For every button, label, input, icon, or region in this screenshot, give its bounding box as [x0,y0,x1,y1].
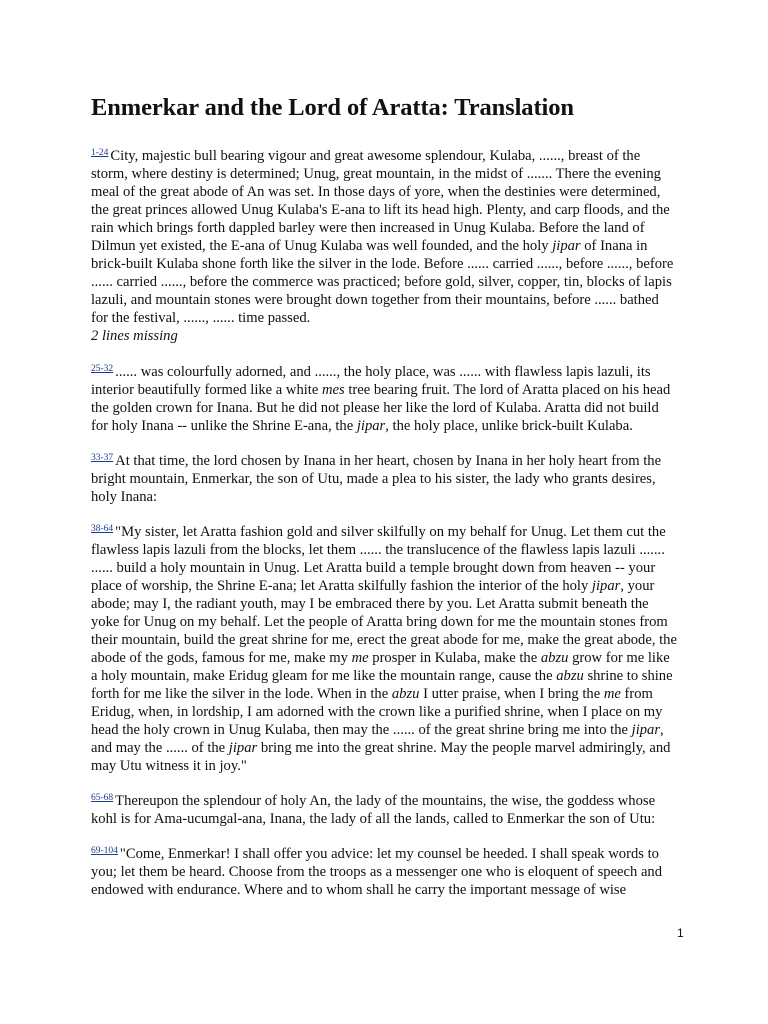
text-run: "Come, Enmerkar! I shall offer you advice: let my counsel be heeded. I shall speak words to you; let them be heard. Choose from the troops as a messenger one who is eloquent of speech and endowed with endurance. Where and to whom shall he carry the important message of wise [91,846,663,898]
text-run: of Inana in brick-built Kulaba shone forth like the silver in the lode. Before ...... carried ......, before ......, before ...... carried ......, before the commerce was practiced; before gold, silver, copper, tin, blocks of lapis lazuli, and mountain stones were brought down together from their mountains, before ...... bathed for the festival, ......, ...... time passed. [91,238,674,326]
paragraph-69-104 [91,845,677,899]
text-run: , your abode; may I, the radiant youth, may I be embraced there by you. Let Aratta submit beneath the yoke for Unug on my behalf. Let the people of Aratta bring down for me the mountain stones from their mountain, build the great shrine for me, erect the great abode for me, make the great abode, the abode of the gods, famous for me, make my [91,578,677,666]
text-run: from Eridug, when, in lordship, I am adorned with the crown like a purified shrine, when I place on my head the holy crown in Unug Kulaba, then may the ...... of the great shrine bring me into the [91,686,663,738]
text-run: I utter praise, when I bring the [419,686,604,702]
paragraph-25-32 [91,363,677,435]
italic-term: abzu [556,668,584,684]
document-page [91,92,677,916]
italic-term: mes [322,382,345,398]
page-number: 1 [677,926,684,940]
text-run: , and may the ...... of the [91,722,664,756]
italic-term: jipar [228,740,258,756]
text-run: Thereupon the splendour of holy An, the lady of the mountains, the wise, the goddess whose kohl is for Ama-ucumgal-ana, Inana, the lady of all the lands, called to Enmerkar the son of Utu: [91,793,656,827]
italic-term: jipar [591,578,621,594]
italic-term: jipar [552,238,581,254]
italic-term: jipar [356,418,386,434]
text-run: grow for me like a holy mountain, make Eridug gleam for me like the mountain range, cause the [91,650,670,684]
text-run: At that time, the lord chosen by Inana in her heart, chosen by Inana in her holy heart from the bright mountain, Enmerkar, the son of Utu, made a plea to his sister, the lady who grants desires, holy Inana: [91,453,662,505]
text-run: ...... was colourfully adorned, and ......, the holy place, was ...... with flawless lapis lazuli, its interior beautifully formed like a white [91,364,651,398]
page-title: Enmerkar and the Lord of Aratta: Translation [91,94,574,121]
text-run: , the holy place, unlike brick-built Kulaba. [385,418,633,434]
line-ref-link[interactable]: 25-32 [91,364,114,374]
italic-term: jipar [631,722,661,738]
line-ref-link[interactable]: 1-24 [91,148,109,158]
line-ref-link[interactable]: 69-104 [91,846,118,856]
text-run: shrine to shine forth for me like the silver in the lode. When in the [91,668,673,702]
italic-term: me [351,650,369,666]
missing-lines-note: 2 lines missing [91,328,178,344]
italic-term: abzu [540,650,569,666]
paragraph-65-68 [91,792,677,828]
text-run: "My sister, let Aratta fashion gold and silver skilfully on my behalf for Unug. Let them cut the flawless lapis lazuli from the blocks, let them ...... the translucence of the flawless lapis lazuli ....... ...... build a holy mountain in Unug. Let Aratta build a temple brought down from heaven -- your place of worship, the Shrine E-ana; let Aratta skilfully fashion the interior of the holy [91,524,666,594]
text-run: City, majestic bull bearing vigour and great awesome splendour, Kulaba, ......, breast of the storm, where destiny is determined; Unug, great mountain, in the midst of ....... There the evening meal of the great abode of An was set. In those days of yore, when the destinies were determined, the great princes allowed Unug Kulaba's E-ana to lift its head high. Plenty, and carp floods, and the rain which brings forth dappled barley were then increased in Unug Kulaba. Before the land of Dilmun yet existed, the E-ana of Unug Kulaba was well founded, and the holy [91,148,670,254]
text-run: prosper in Kulaba, make the [368,650,541,666]
paragraph-33-37 [91,452,677,506]
text-run: bring me into the great shrine. May the people marvel admiringly, and may Utu witness it in joy." [91,740,671,774]
paragraph-1-24 [91,147,677,327]
line-ref-link[interactable]: 33-37 [91,453,114,463]
line-ref-link[interactable]: 65-68 [91,793,114,803]
paragraph-38-64 [91,523,677,775]
italic-term: me [603,686,621,702]
italic-term: abzu [391,686,420,702]
line-ref-link[interactable]: 38-64 [91,524,114,534]
text-run: tree bearing fruit. The lord of Aratta placed on his head the golden crown for Inana. But he did not please her like the lord of Kulaba. Aratta did not build for holy Inana -- unlike the Shrine E-ana, the [91,382,671,434]
